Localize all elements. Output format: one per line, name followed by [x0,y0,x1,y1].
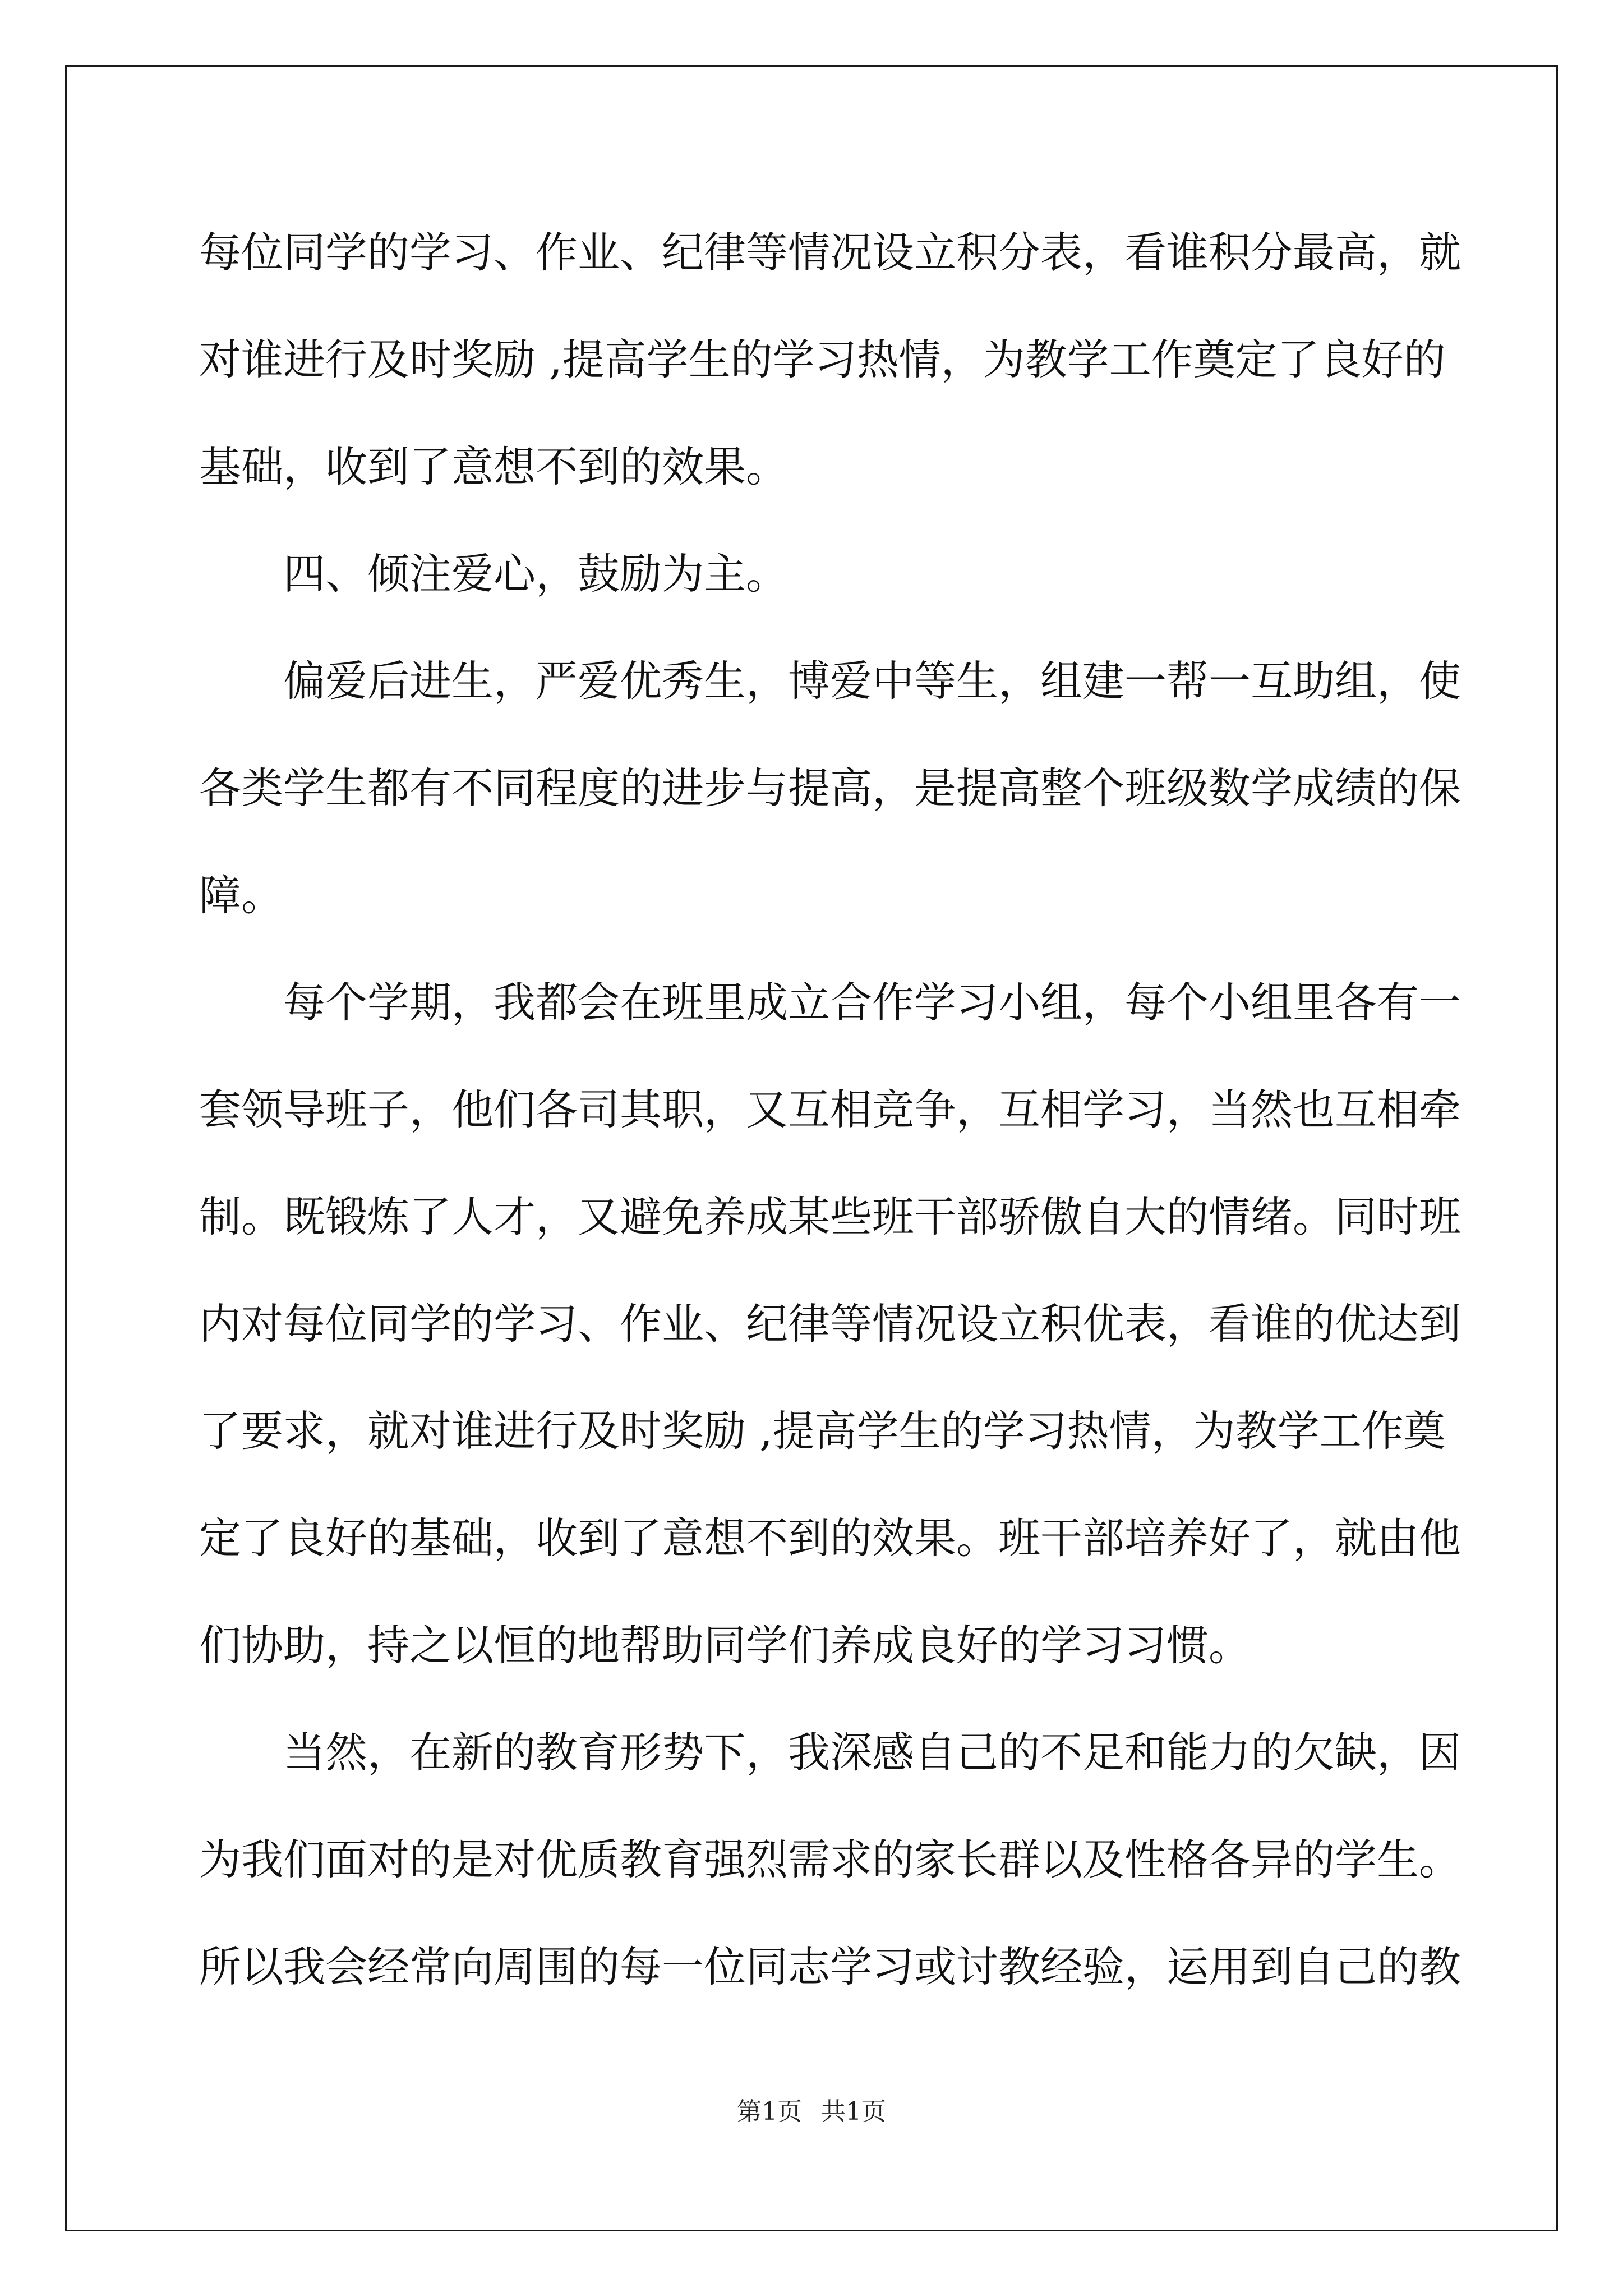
text-line: 为我们面对的是对优质教育强烈需求的家长群以及性格各异的学生。 [199,1835,1461,1884]
text-line: 套领导班子，他们各司其职，又互相竞争，互相学习，当然也互相牵 [199,1085,1461,1134]
text-line: 对谁进行及时奖励 ,提高学生的学习热情，为教学工作奠定了良好的 [199,335,1446,384]
document-body [199,222,1461,2043]
text-line: 定了良好的基础，收到了意想不到的效果。班干部培养好了，就由他 [199,1513,1461,1563]
text-line: 了要求，就对谁进行及时奖励 ,提高学生的学习热情，为教学工作奠 [199,1406,1446,1456]
text-line: 障。 [199,871,284,920]
page-number: 第1页 [737,2097,802,2126]
text-line: 制。既锻炼了人才，又避免养成某些班干部骄傲自大的情绪。同时班 [199,1192,1461,1241]
text-line: 每个学期，我都会在班里成立合作学习小组，每个小组里各有一 [283,978,1461,1027]
text-line: 偏爱后进生，严爱优秀生，博爱中等生，组建一帮一互助组，使 [283,656,1461,706]
text-line: 基础，收到了意想不到的效果。 [199,442,789,491]
text-line: 每位同学的学习、作业、纪律等情况设立积分表，看谁积分最高，就 [199,228,1461,277]
text-line: 各类学生都有不同程度的进步与提高，是提高整个班级数学成绩的保 [199,763,1461,813]
section-heading: 四、倾注爱心，鼓励为主。 [283,549,789,599]
text-line: 所以我会经常向周围的每一位同志学习或讨教经验，运用到自己的教 [199,1942,1461,1991]
page-total: 共1页 [821,2097,886,2126]
page-footer [0,2095,1623,2129]
text-line: 们协助，持之以恒的地帮助同学们养成良好的学习习惯。 [199,1621,1251,1670]
text-line: 当然，在新的教育形势下，我深感自己的不足和能力的欠缺，因 [283,1728,1461,1777]
text-line: 内对每位同学的学习、作业、纪律等情况设立积优表，看谁的优达到 [199,1299,1461,1349]
